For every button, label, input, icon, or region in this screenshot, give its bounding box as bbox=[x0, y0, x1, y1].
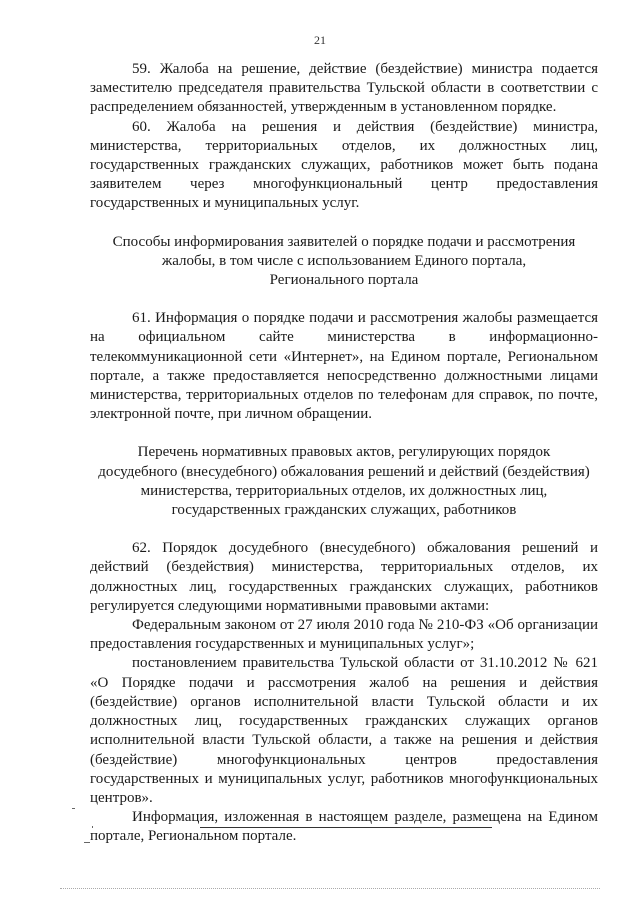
paragraph-60: 60. Жалоба на решения и действия (бездействие) министра, министерства, территориальных отделов, их должностных лиц, государственных гражданских служащих, работников может быть подана заявителем через многофункциональный центр предоставления государственных и муниципальных услуг. bbox=[90, 118, 598, 212]
page-number: 21 bbox=[314, 33, 326, 47]
heading-line: жалобы, в том числе с использованием Единого портала, bbox=[161, 252, 527, 269]
heading-line: досудебного (внесудебного) обжалования решений и действий (бездействия) bbox=[98, 463, 590, 480]
paragraph-info: Информация, изложенная в настоящем разделе, размещена на Едином портале, Региональном портале. bbox=[90, 809, 598, 845]
legal-act-federal-law: Федеральным законом от 27 июля 2010 года № 210-ФЗ «Об организации предоставления государственных и муниципальных услуг»; bbox=[90, 617, 598, 653]
scan-mark bbox=[84, 842, 90, 843]
section-heading-informing bbox=[90, 233, 598, 291]
heading-line: министерства, территориальных отделов, их должностных лиц, bbox=[140, 482, 548, 499]
scan-mark bbox=[72, 808, 75, 809]
end-of-section-rule bbox=[200, 827, 492, 828]
paragraph-61: 61. Информация о порядке подачи и рассмотрения жалобы размещается на официальном сайте министерства в информационно-телекоммуникационной сети «Интернет», на Едином портале, Региональном портале, а также предоставляется непосредственно должностными лицами министерства, территориальных отделов по телефонам для справок, по почте, электронной почте, при личном обращении. bbox=[90, 310, 598, 423]
heading-line: Перечень нормативных правовых актов, регулирующих порядок bbox=[137, 444, 551, 461]
heading-line: Регионального портала bbox=[269, 272, 419, 289]
heading-line: Способы информирования заявителей о порядке подачи и рассмотрения bbox=[112, 233, 576, 250]
scan-edge-line bbox=[60, 888, 600, 889]
heading-line: государственных гражданских служащих, работников bbox=[171, 502, 517, 519]
scan-mark bbox=[92, 826, 93, 828]
document-body bbox=[90, 60, 598, 847]
paragraph-62: 62. Порядок досудебного (внесудебного) обжалования решений и действий (бездействия) министерства, территориальных отделов, их должностных лиц, государственных гражданских служащих, работников регулируется следующими нормативными правовыми актами: bbox=[90, 540, 598, 614]
paragraph-59: 59. Жалоба на решение, действие (бездействие) министра подается заместителю председателя правительства Тульской области в соответствии с распределением обязанностей, утвержденным в установленном порядке. bbox=[90, 61, 598, 116]
section-heading-legal-acts bbox=[90, 443, 598, 520]
legal-act-regional-decree: постановлением правительства Тульской области от 31.10.2012 № 621 «О Порядке подачи и рассмотрения жалоб на решения и действия (бездействие) органов исполнительной власти Тульской области и их должностных лиц, государственных гражданских служащих органов исполнительной власти Тульской области, а также на решения и действия (бездействие) многофункциональных центров предоставления государственных и муниципальных услуг, работников многофункциональных центров». bbox=[90, 655, 598, 806]
